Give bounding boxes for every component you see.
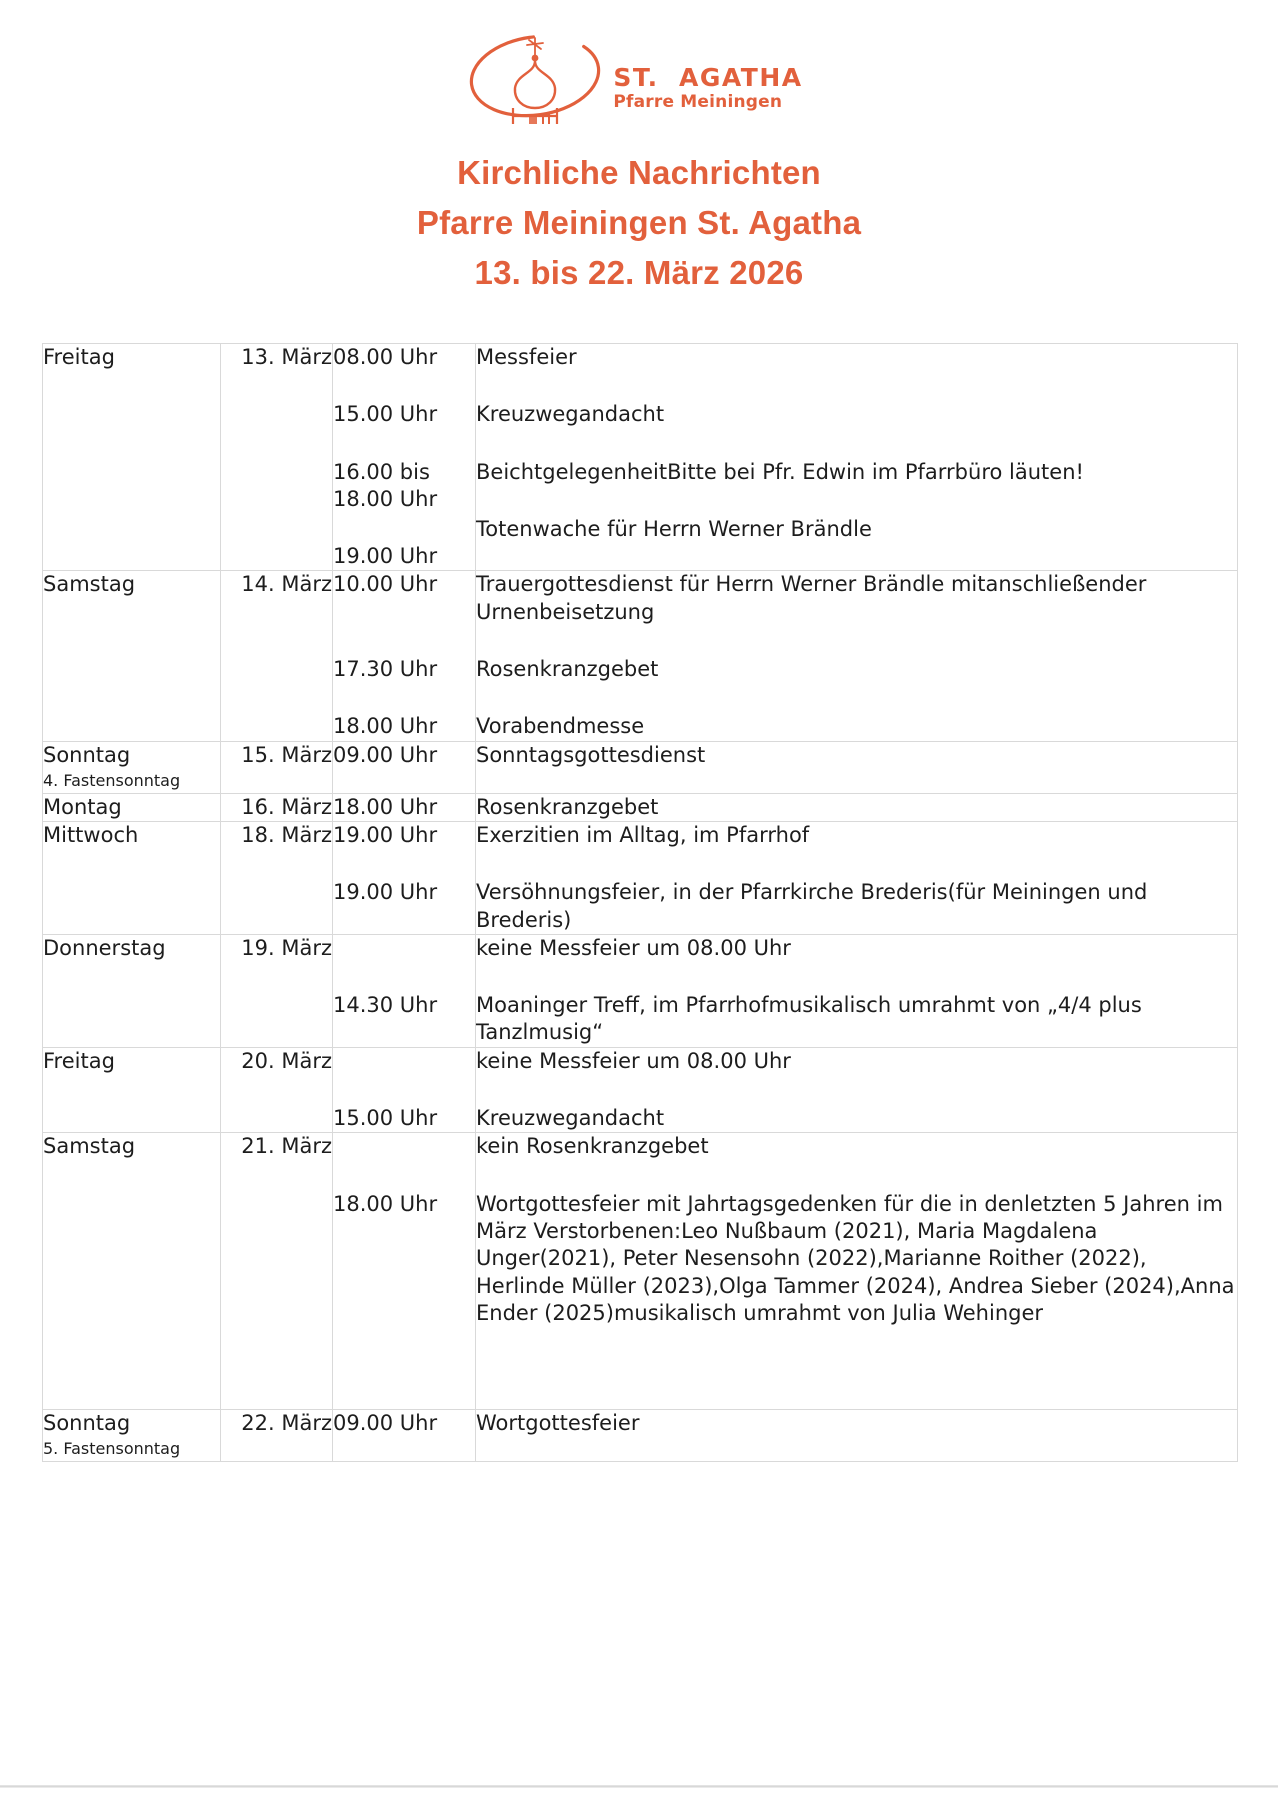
entry-time — [333, 713, 475, 740]
entry-description — [476, 571, 1237, 626]
cell-event — [476, 793, 1238, 821]
cell-weekday — [43, 1047, 221, 1133]
table-row — [43, 344, 1238, 571]
description-line: Exerzitien im Alltag, im Pfarrhof — [476, 822, 810, 847]
cell-date: 21. März — [221, 1133, 333, 1410]
cell-event — [476, 741, 1238, 793]
description-line: Kreuzwegandacht — [476, 1106, 665, 1131]
entry-description — [476, 1105, 1237, 1132]
cell-time — [333, 821, 476, 934]
entry-description — [476, 935, 1237, 962]
entry-description — [476, 879, 1237, 934]
time-line-spacer — [333, 907, 475, 934]
time-line-spacer — [333, 1273, 475, 1300]
weekday-label: Samstag — [43, 1134, 136, 1159]
cell-event — [476, 1410, 1238, 1462]
description-line: Marianne Roither (2022), Herlinde Müller (2023), — [476, 1246, 1147, 1298]
time-line-spacer — [333, 1019, 475, 1046]
description-line: Kreuzwegandacht — [476, 402, 665, 427]
time-line-spacer — [333, 1218, 475, 1245]
entry-time — [333, 794, 475, 821]
table-row — [43, 793, 1238, 821]
table-row — [43, 1047, 1238, 1133]
entry-time — [333, 1133, 475, 1160]
time-line — [333, 1133, 475, 1160]
description-line: musikalisch umrahmt von Julia Wehinger — [613, 1300, 1044, 1325]
table-row — [43, 571, 1238, 741]
entry-time — [333, 543, 475, 570]
description-line: Wortgottesfeier — [476, 1411, 640, 1436]
table-row — [43, 741, 1238, 793]
time-line-spacer — [333, 1300, 475, 1327]
schedule-table-body — [43, 344, 1238, 1462]
time-line: 15.00 Uhr — [333, 1106, 438, 1131]
heading-line-2: Pfarre Meiningen St. Agatha — [416, 204, 862, 242]
cell-event — [476, 344, 1238, 571]
schedule-table-container — [42, 343, 1238, 1462]
time-line: 19.00 Uhr — [333, 822, 438, 847]
time-line: 14.30 Uhr — [333, 993, 438, 1018]
description-line: Rosenkranzgebet — [476, 794, 659, 819]
cell-time — [333, 793, 476, 821]
time-line: 19.00 Uhr — [333, 544, 438, 569]
entry-time — [333, 935, 475, 962]
logo-title: ST. AGATHA — [613, 63, 803, 93]
entry-time — [333, 1410, 475, 1437]
time-line: 15.00 Uhr — [333, 402, 438, 427]
time-line — [333, 935, 475, 962]
cell-time — [333, 934, 476, 1047]
entry-description — [476, 822, 1237, 849]
description-line: Beichtgelegenheit — [476, 459, 668, 484]
description-line: musikalisch umrahmt von „4/4 plus Tanzlmusig“ — [476, 993, 1142, 1045]
entry-time — [333, 1048, 475, 1075]
cell-time — [333, 1410, 476, 1462]
cell-date: 22. März — [221, 1410, 333, 1462]
description-line: Sonntagsgottesdienst — [476, 742, 706, 767]
weekday-label: Montag — [43, 794, 122, 819]
entry-time — [333, 879, 475, 934]
description-line: Totenwache für Herrn Werner Brändle — [476, 516, 872, 541]
cell-weekday — [43, 793, 221, 821]
description-line: kein Rosenkranzgebet — [476, 1134, 709, 1159]
cell-date: 15. März — [221, 741, 333, 793]
weekday-label: Freitag — [43, 345, 115, 369]
entry-description — [476, 1191, 1237, 1327]
entry-description — [476, 794, 1237, 821]
entry-description — [476, 1048, 1237, 1075]
entry-description — [476, 992, 1237, 1047]
cell-time — [333, 1047, 476, 1133]
description-line: letzten 5 Jahren im März Verstorbenen: — [476, 1191, 1223, 1243]
entry-description — [476, 742, 1237, 769]
entry-time — [333, 344, 475, 371]
time-line: 16.00 bis — [333, 459, 430, 484]
entry-time — [333, 401, 475, 428]
time-line: 18.00 Uhr — [333, 486, 438, 511]
scan-edge-artifact — [0, 1785, 1278, 1788]
entry-description — [476, 401, 1237, 428]
description-line: Wortgottesfeier mit Jahrtagsgedenken für die in den — [476, 1191, 1024, 1216]
entry-description — [476, 1410, 1237, 1437]
description-line: anschließender Urnenbeisetzung — [476, 572, 1147, 624]
cell-weekday — [43, 821, 221, 934]
weekday-label: Mittwoch — [43, 822, 139, 847]
entry-time — [333, 656, 475, 683]
cell-event — [476, 571, 1238, 741]
description-line: Olga Tammer (2024), Andrea Sieber (2024), — [719, 1273, 1181, 1298]
weekday-label: Samstag — [43, 572, 136, 597]
cell-weekday — [43, 571, 221, 741]
weekday-label: Freitag — [43, 1048, 115, 1073]
schedule-table — [42, 343, 1238, 1462]
description-line: Messfeier — [476, 345, 577, 369]
cell-date: 14. März — [221, 571, 333, 741]
cell-time — [333, 741, 476, 793]
entry-time — [333, 1105, 475, 1132]
table-row — [43, 1410, 1238, 1462]
description-line: Rosenkranzgebet — [476, 657, 659, 682]
cell-date: 19. März — [221, 934, 333, 1047]
entry-time — [333, 822, 475, 849]
heading-date-range: 13. bis 22. März 2026 — [474, 254, 804, 292]
time-line: 18.00 Uhr — [333, 714, 438, 739]
table-row — [43, 1133, 1238, 1410]
cell-date: 20. März — [221, 1047, 333, 1133]
time-line: 18.00 Uhr — [333, 1191, 438, 1216]
weekday-label: Donnerstag — [43, 935, 166, 960]
time-line-spacer — [333, 1382, 475, 1409]
time-line: 09.00 Uhr — [333, 1411, 438, 1436]
cell-weekday — [43, 741, 221, 793]
entry-time — [333, 571, 475, 626]
cell-time — [333, 571, 476, 741]
cell-date: 13. März — [221, 344, 333, 571]
cell-weekday — [43, 1133, 221, 1410]
description-line: Bitte bei Pfr. Edwin im Pfarrbüro läuten! — [667, 459, 1084, 484]
weekday-label: Sonntag — [43, 742, 131, 767]
time-line: 19.00 Uhr — [333, 880, 438, 905]
time-line-spacer — [333, 599, 475, 626]
cell-weekday — [43, 1410, 221, 1462]
time-line: 18.00 Uhr — [333, 794, 438, 819]
entry-time — [333, 459, 475, 514]
cell-time — [333, 344, 476, 571]
time-line: 10.00 Uhr — [333, 572, 438, 597]
cell-event — [476, 1133, 1238, 1410]
time-line: 08.00 Uhr — [333, 345, 438, 369]
time-line-spacer — [333, 1354, 475, 1381]
description-line: Trauergottesdienst für Herrn Werner Brändle mit — [476, 572, 986, 597]
entry-time — [333, 1191, 475, 1409]
description-line: Versöhnungsfeier, in der Pfarrkirche Brederis — [476, 880, 948, 905]
description-line: Anna Ender (2025) — [476, 1273, 1235, 1325]
entry-time — [333, 992, 475, 1047]
weekday-sublabel: 4. Fastensonntag — [43, 770, 181, 790]
weekday-sublabel: 5. Fastensonntag — [43, 1439, 181, 1459]
cell-date: 18. März — [221, 821, 333, 934]
entry-description — [476, 1133, 1237, 1160]
description-line: Leo Nußbaum (2021), Maria Magdalena Unger — [476, 1218, 1098, 1271]
cell-event — [476, 934, 1238, 1047]
church-dome-oval-logo-icon — [455, 28, 615, 124]
page-title — [0, 148, 1278, 298]
entry-description — [476, 344, 1237, 371]
time-line — [333, 1048, 475, 1075]
cell-weekday — [43, 344, 221, 571]
entry-description — [476, 713, 1237, 740]
description-line: Moaninger Treff, im Pfarrhof — [476, 993, 769, 1018]
table-row — [43, 934, 1238, 1047]
cell-time — [333, 1133, 476, 1410]
cell-event — [476, 821, 1238, 934]
description-line: keine Messfeier um 08.00 Uhr — [476, 1048, 791, 1073]
cell-event — [476, 1047, 1238, 1133]
description-line: (für Meiningen und Brederis) — [476, 880, 1148, 932]
time-line-spacer — [333, 1327, 475, 1354]
table-row — [43, 821, 1238, 934]
weekday-label: Sonntag — [43, 1411, 131, 1436]
description-line: keine Messfeier um 08.00 Uhr — [476, 935, 791, 960]
entry-description — [476, 656, 1237, 683]
parish-logo — [0, 26, 1278, 126]
time-line: 17.30 Uhr — [333, 657, 438, 682]
cell-date: 16. März — [221, 793, 333, 821]
time-line-spacer — [333, 1245, 475, 1272]
time-line: 09.00 Uhr — [333, 742, 438, 767]
entry-description — [476, 516, 1237, 543]
entry-description — [476, 459, 1237, 486]
description-line: (2021), Peter Nesensohn (2022), — [539, 1246, 884, 1271]
description-line: Vorabendmesse — [476, 714, 645, 739]
entry-time — [333, 742, 475, 769]
heading-line-1: Kirchliche Nachrichten — [457, 154, 821, 191]
logo-subtitle: Pfarre Meiningen — [613, 92, 783, 113]
cell-weekday — [43, 934, 221, 1047]
